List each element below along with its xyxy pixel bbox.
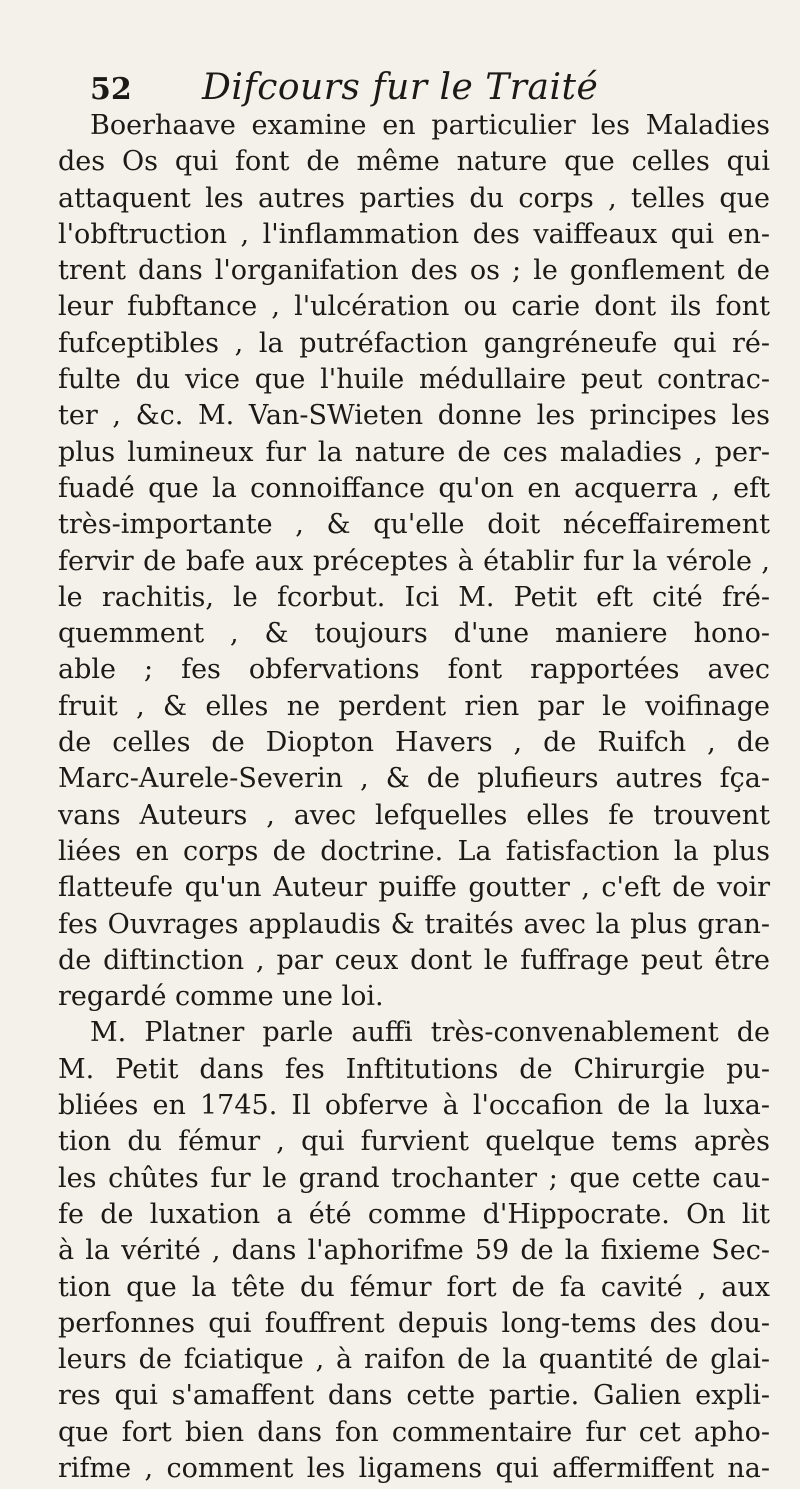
text-line: trent dans l'organifation des os ; le gonflement de bbox=[58, 255, 770, 287]
text-line: regardé comme une loi. bbox=[58, 981, 384, 1013]
text-line: que fort bien dans fon commentaire fur cet apho- bbox=[58, 1416, 770, 1448]
text-line: l'obftruction , l'inflammation des vaiffeaux qui en- bbox=[58, 218, 770, 250]
text-line: de diftinction , par ceux dont le fuffrage peut être bbox=[58, 944, 770, 976]
text-line: leurs de fciatique , à raifon de la quantité de glai- bbox=[58, 1344, 770, 1376]
text-line: leur fubftance , l'ulcération ou carie dont ils font bbox=[58, 291, 770, 323]
text-line: quemment , & toujours d'une maniere hono- bbox=[58, 618, 770, 650]
text-line: vans Auteurs , avec lefquelles elles fe trouvent bbox=[58, 799, 770, 831]
text-line: fuadé que la connoiffance qu'on en acquerra , eft bbox=[58, 472, 770, 504]
text-line: ter , &c. M. Van-SWieten donne les principes les bbox=[58, 400, 770, 432]
text-line: Boerhaave examine en particulier les Maladies bbox=[90, 110, 770, 141]
text-line: liées en corps de doctrine. La fatisfaction la plus bbox=[58, 835, 770, 867]
text-line: fruit , & elles ne perdent rien par le voifinage bbox=[58, 690, 770, 722]
text-line: très-importante , & qu'elle doit néceffairement bbox=[58, 509, 770, 541]
text-line: des Os qui font de même nature que celles qui bbox=[58, 146, 770, 178]
body-text bbox=[58, 108, 770, 1487]
text-line: de celles de Diopton Havers , de Ruifch , de bbox=[58, 727, 770, 759]
text-line: flatteufe qu'un Auteur puiffe goutter , c'eft de voir bbox=[58, 872, 770, 904]
text-line: tion que la tête du fémur fort de fa cavité , aux bbox=[58, 1271, 770, 1303]
text-line: able ; fes obfervations font rapportées avec bbox=[58, 654, 770, 686]
text-line: res qui s'amaffent dans cette partie. Galien expli- bbox=[58, 1380, 770, 1412]
text-line: fes Ouvrages applaudis & traités avec la plus gran- bbox=[58, 908, 770, 940]
text-line: attaquent les autres parties du corps , telles que bbox=[58, 182, 770, 214]
text-line: M. Petit dans fes Inftitutions de Chirurgie pu- bbox=[58, 1053, 770, 1085]
text-line: fe de luxation a été comme d'Hippocrate. On lit bbox=[58, 1198, 770, 1230]
page-number: 52 bbox=[90, 72, 132, 107]
text-line: rifme , comment les ligamens qui affermiffent na- bbox=[58, 1452, 770, 1484]
text-line: fervir de bafe aux préceptes à établir fur la vérole , bbox=[58, 545, 770, 577]
text-line: tion du fémur , qui furvient quelque tems après bbox=[58, 1126, 770, 1158]
text-line: fulte du vice que l'huile médullaire peut contrac- bbox=[58, 364, 770, 396]
text-line: à la vérité , dans l'aphorifme 59 de la fixieme Sec- bbox=[58, 1235, 770, 1267]
text-line: plus lumineux fur la nature de ces maladies , per- bbox=[58, 436, 770, 468]
text-line: M. Platner parle auffi très-convenablement de bbox=[90, 1017, 770, 1049]
text-line: les chûtes fur le grand trochanter ; que cette cau- bbox=[58, 1162, 770, 1194]
running-head bbox=[90, 62, 760, 108]
text-line: fufceptibles , la putréfaction gangréneufe qui ré- bbox=[58, 327, 770, 359]
text-line: bliées en 1745. Il obferve à l'occafion de la luxa- bbox=[58, 1090, 770, 1122]
text-line: Marc-Aurele-Severin , & de plufieurs autres fça- bbox=[58, 763, 770, 795]
running-title: Difcours fur le Traité bbox=[202, 67, 599, 108]
text-line: le rachitis, le fcorbut. Ici M. Petit eft cité fré- bbox=[58, 581, 770, 613]
text-line: perfonnes qui fouffrent depuis long-tems des dou- bbox=[58, 1307, 770, 1339]
